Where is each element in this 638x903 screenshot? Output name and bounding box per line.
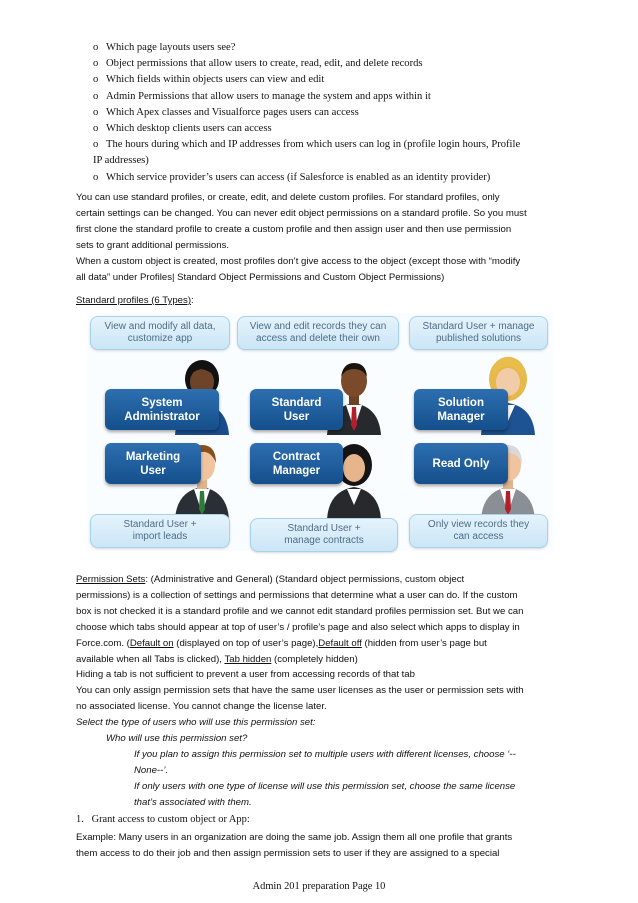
profile-marketing-user: Marketing User xyxy=(105,443,201,484)
paragraph-line: permissions) is a collection of settings and permissions that determine what a user can do. If the custom xyxy=(76,589,518,601)
standard-profiles-heading: Standard profiles (6 Types): xyxy=(76,295,194,306)
list-item: o Which fields within objects users can view and edit xyxy=(93,74,325,86)
profile-solution-manager: Solution Manager xyxy=(414,389,508,430)
paragraph-line: If you plan to assign this permission set to multiple users with different licenses, choose ‘-- xyxy=(134,748,516,760)
profile-description-bubble: Standard User + manage contracts xyxy=(250,518,398,552)
paragraph-line: None--’. xyxy=(134,764,169,776)
profile-description-bubble: Only view records they can access xyxy=(409,514,548,548)
paragraph-line: no associated license. You cannot change the license later. xyxy=(76,701,327,713)
list-item: o Object permissions that allow users to create, read, edit, and delete records xyxy=(93,58,423,70)
profile-settings-list xyxy=(93,40,573,186)
list-item-continuation: IP addresses) xyxy=(93,155,149,167)
paragraph-line: choose which tabs should appear at top of user’s / profile’s page and also select which apps to display in xyxy=(76,621,520,633)
permission-sets-section xyxy=(76,572,568,811)
profile-contract-manager: Contract Manager xyxy=(250,443,343,484)
paragraph-line: sets to grant additional permissions. xyxy=(76,239,230,251)
list-item: o Which Apex classes and Visualforce pages users can access xyxy=(93,106,359,118)
paragraph-line: Hiding a tab is not sufficient to prevent a user from accessing records of that tab xyxy=(76,669,415,681)
paragraph-line: Who will use this permission set? xyxy=(106,733,248,745)
paragraph-line: available when all Tabs is clicked), Tab hidden (completely hidden) xyxy=(76,653,358,665)
profile-description-bubble: View and edit records they can access and delete their own xyxy=(237,316,399,350)
standard-profiles-diagram xyxy=(87,313,553,551)
profiles-paragraph xyxy=(76,190,568,285)
list-item: o Admin Permissions that allow users to manage the system and apps within it xyxy=(93,90,431,102)
paragraph-line: that’s associated with them. xyxy=(134,796,252,808)
profile-read-only: Read Only xyxy=(414,443,508,484)
profile-description-bubble: Standard User + manage published solutions xyxy=(409,316,548,350)
profile-standard-user: Standard User xyxy=(250,389,343,430)
profile-system-administrator: System Administrator xyxy=(105,389,219,430)
paragraph-line: them access to do their job and then assign permission sets to user if they are assigned to a special xyxy=(76,847,500,859)
profile-description-bubble: Standard User + import leads xyxy=(90,514,230,548)
paragraph-line: first clone the standard profile to create a custom profile and then assign user and then use permission xyxy=(76,223,512,235)
paragraph-line: You can only assign permission sets that have the same user licenses as the user or permission sets with xyxy=(76,685,524,697)
list-item: o The hours during which and IP addresses from which users can log in (profile login hours, Profile xyxy=(93,139,521,151)
paragraph-line: Force.com. (Default on (displayed on top of user’s page),Default off (hidden from user’s page but xyxy=(76,637,487,649)
paragraph-line: all data” under Profiles| Standard Object Permissions and Custom Object Permissions) xyxy=(76,271,445,283)
profile-description-bubble: View and modify all data, customize app xyxy=(90,316,230,350)
list-item: o Which desktop clients users can access xyxy=(93,123,272,135)
list-item: o Which service provider’s users can access (if Salesforce is enabled as an identity provider) xyxy=(93,171,491,183)
paragraph-line: Permission Sets: (Administrative and General) (Standard object permissions, custom object xyxy=(76,574,465,585)
paragraph-line: certain settings can be changed. You can never edit object permissions on a standard profile. So you must xyxy=(76,207,527,219)
grant-access-heading: 1. Grant access to custom object or App: xyxy=(76,814,250,825)
paragraph-line: Select the type of users who will use this permission set: xyxy=(76,717,316,729)
paragraph-line: Example: Many users in an organization are doing the same job. Assign them all one profile that grants xyxy=(76,832,513,843)
list-item: o Which page layouts users see? xyxy=(93,42,236,53)
page-footer: Admin 201 preparation Page 10 xyxy=(252,881,386,892)
paragraph-line: box is not checked it is a standard profile and we cannot edit standard profiles permission set. But we can xyxy=(76,605,524,617)
example-paragraph xyxy=(76,830,568,862)
paragraph-line: You can use standard profiles, or create, edit, and delete custom profiles. For standard profiles, only xyxy=(76,192,500,203)
paragraph-line: If only users with one type of license will use this permission set, choose the same license xyxy=(134,780,516,792)
paragraph-line: When a custom object is created, most profiles don’t give access to the object (except those with “modify xyxy=(76,255,521,267)
